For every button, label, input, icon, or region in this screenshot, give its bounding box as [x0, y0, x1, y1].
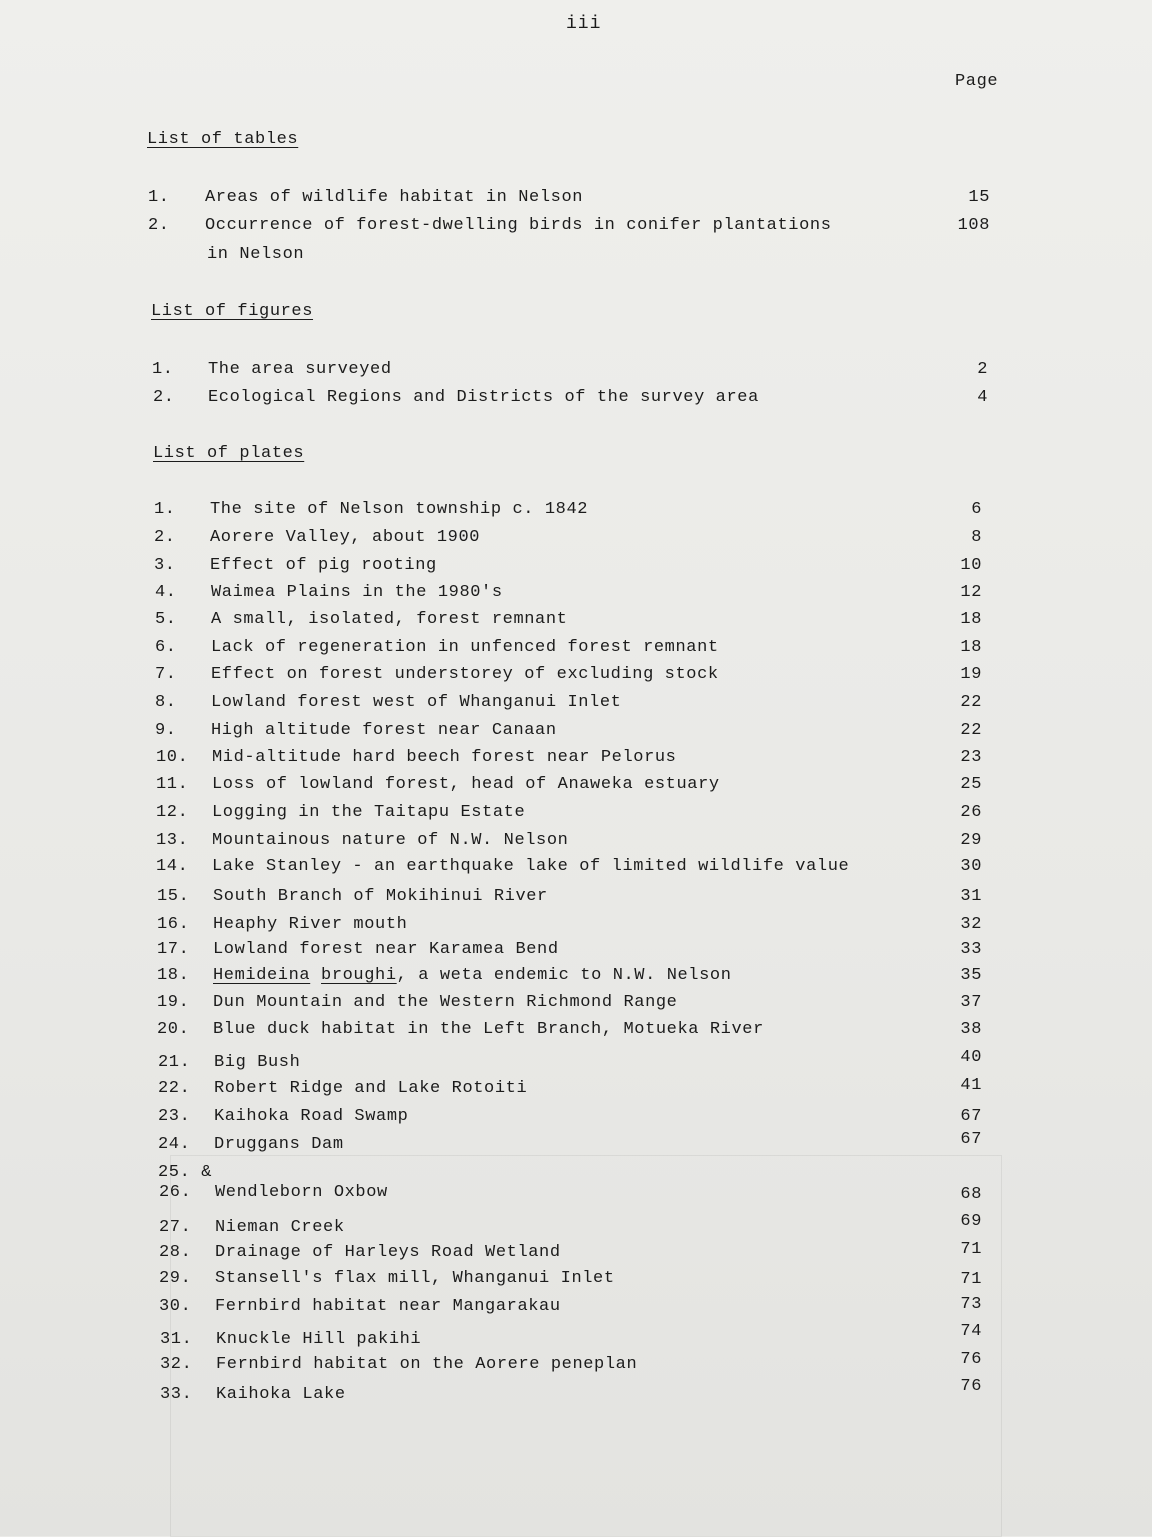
- entry-page: 31: [960, 887, 982, 906]
- plate-entry: [155, 665, 985, 687]
- entry-number: 27.: [159, 1218, 192, 1237]
- entry-page: 15: [968, 188, 990, 207]
- page-number: iii: [566, 14, 602, 34]
- entry-number: 24.: [158, 1135, 191, 1154]
- entry-page: 67: [960, 1130, 982, 1149]
- entry-title: Robert Ridge and Lake Rotoiti: [214, 1079, 528, 1098]
- entry-title: Loss of lowland forest, head of Anaweka estuary: [212, 775, 720, 794]
- entry-page: 41: [960, 1076, 982, 1095]
- plate-entry: [156, 803, 986, 825]
- plate-entry: [157, 1020, 987, 1042]
- entry-page: 74: [960, 1322, 982, 1341]
- entry-page: 40: [960, 1048, 982, 1067]
- plate-entry: [158, 1107, 988, 1129]
- entry-title: Fernbird habitat on the Aorere peneplan: [216, 1355, 638, 1374]
- entry-title: The site of Nelson township c. 1842: [210, 500, 589, 519]
- plate-entry: [160, 1385, 990, 1407]
- plate-entry: [158, 1135, 988, 1157]
- entry-number: 26.: [159, 1183, 192, 1202]
- entry-title: South Branch of Mokihinui River: [213, 887, 548, 906]
- entry-number: 3.: [154, 556, 176, 575]
- entry-page: 30: [960, 857, 982, 876]
- plate-entry: [154, 528, 984, 550]
- entry-page: 22: [960, 721, 982, 740]
- entry-title: Drainage of Harleys Road Wetland: [215, 1243, 561, 1262]
- plate-entry: [157, 966, 987, 988]
- table-entry: [148, 188, 990, 210]
- entry-page: 69: [960, 1212, 982, 1231]
- entry-page: 67: [960, 1107, 982, 1126]
- entry-number: 8.: [155, 693, 177, 712]
- entry-number: 13.: [156, 831, 189, 850]
- plate-entry: [157, 993, 987, 1015]
- entry-title: Knuckle Hill pakihi: [216, 1330, 422, 1349]
- entry-title: Logging in the Taitapu Estate: [212, 803, 526, 822]
- entry-title: Mountainous nature of N.W. Nelson: [212, 831, 569, 850]
- tables-heading: List of tables: [147, 130, 299, 149]
- entry-page: 6: [971, 500, 982, 519]
- entry-number: 1.: [152, 360, 174, 379]
- entry-title: Kaihoka Road Swamp: [214, 1107, 409, 1126]
- entry-title-species: broughi: [321, 966, 397, 985]
- entry-title: [213, 966, 732, 986]
- plate-entry: [159, 1297, 989, 1319]
- plate-entry: [158, 1163, 988, 1185]
- plate-entry: [157, 940, 987, 962]
- entry-page: 12: [960, 583, 982, 602]
- entry-title: Heaphy River mouth: [213, 915, 408, 934]
- entry-number: 30.: [159, 1297, 192, 1316]
- entry-page: 8: [971, 528, 982, 547]
- entry-page: 10: [960, 556, 982, 575]
- plate-entry: [154, 556, 984, 578]
- plate-entry: [158, 1053, 988, 1075]
- plate-entry: [156, 831, 986, 853]
- entry-page: 18: [960, 638, 982, 657]
- entry-page: 38: [960, 1020, 982, 1039]
- entry-page: 26: [960, 803, 982, 822]
- plate-entry: [156, 748, 986, 770]
- table-entry: [148, 216, 990, 238]
- entry-number: 19.: [157, 993, 190, 1012]
- entry-number: 10.: [156, 748, 189, 767]
- entry-number: 6.: [155, 638, 177, 657]
- entry-number: 20.: [157, 1020, 190, 1039]
- entry-title-continuation: in Nelson: [207, 245, 305, 264]
- entry-number: 25. &: [158, 1163, 213, 1182]
- plate-entry: [154, 500, 984, 522]
- entry-page: 23: [960, 748, 982, 767]
- entry-number: 2.: [154, 528, 176, 547]
- plate-entry: [159, 1269, 989, 1291]
- plate-entry: [155, 721, 985, 743]
- entry-number: 7.: [155, 665, 177, 684]
- entry-title: Aorere Valley, about 1900: [210, 528, 481, 547]
- plates-heading: List of plates: [153, 444, 305, 463]
- entry-page: 19: [960, 665, 982, 684]
- entry-number: 21.: [158, 1053, 191, 1072]
- entry-title: A small, isolated, forest remnant: [211, 610, 568, 629]
- plate-entry: [155, 638, 985, 660]
- entry-number: 23.: [158, 1107, 191, 1126]
- entry-page: 73: [960, 1295, 982, 1314]
- entry-title: Lowland forest west of Whanganui Inlet: [211, 693, 622, 712]
- entry-page: 29: [960, 831, 982, 850]
- plate-entry: [156, 857, 986, 879]
- plate-entry: [159, 1243, 989, 1265]
- entry-title: The area surveyed: [208, 360, 392, 379]
- entry-page: 25: [960, 775, 982, 794]
- entry-title: Wendleborn Oxbow: [215, 1183, 388, 1202]
- entry-number: 29.: [159, 1269, 192, 1288]
- entry-page: 76: [960, 1377, 982, 1396]
- entry-number: 33.: [160, 1385, 193, 1404]
- entry-number: 2.: [153, 388, 175, 407]
- entry-page: 35: [960, 966, 982, 985]
- entry-title-genus: Hemideina: [213, 966, 311, 985]
- entry-number: 17.: [157, 940, 190, 959]
- entry-title: Waimea Plains in the 1980's: [211, 583, 503, 602]
- entry-title: Occurrence of forest-dwelling birds in conifer plantations: [205, 216, 832, 235]
- entry-title: Dun Mountain and the Western Richmond Range: [213, 993, 678, 1012]
- plate-entry: [156, 775, 986, 797]
- plate-entry: [157, 915, 987, 937]
- entry-title: Stansell's flax mill, Whanganui Inlet: [215, 1269, 615, 1288]
- entry-page: 33: [960, 940, 982, 959]
- entry-page: 71: [960, 1240, 982, 1259]
- entry-page: 68: [960, 1185, 982, 1204]
- entry-number: 11.: [156, 775, 189, 794]
- entry-title: Effect of pig rooting: [210, 556, 437, 575]
- entry-title: Blue duck habitat in the Left Branch, Motueka River: [213, 1020, 764, 1039]
- entry-page: 37: [960, 993, 982, 1012]
- plate-entry: [157, 887, 987, 909]
- entry-title: Ecological Regions and Districts of the survey area: [208, 388, 759, 407]
- entry-title: Big Bush: [214, 1053, 301, 1072]
- entry-number: 1.: [148, 188, 170, 207]
- entry-number: 18.: [157, 966, 190, 985]
- entry-page: 71: [960, 1270, 982, 1289]
- plate-entry: [159, 1183, 989, 1205]
- plate-entry: [159, 1218, 989, 1240]
- plate-entry: [160, 1355, 990, 1377]
- figure-entry: [152, 360, 988, 382]
- entry-number: 2.: [148, 216, 170, 235]
- entry-number: 1.: [154, 500, 176, 519]
- entry-page: 76: [960, 1350, 982, 1369]
- entry-title: Lowland forest near Karamea Bend: [213, 940, 559, 959]
- entry-title: Kaihoka Lake: [216, 1385, 346, 1404]
- entry-page: 2: [977, 360, 988, 379]
- entry-number: 15.: [157, 887, 190, 906]
- entry-number: 12.: [156, 803, 189, 822]
- entry-number: 22.: [158, 1079, 191, 1098]
- entry-page: 4: [977, 388, 988, 407]
- entry-number: 28.: [159, 1243, 192, 1262]
- entry-page: 108: [957, 216, 990, 235]
- entry-title: High altitude forest near Canaan: [211, 721, 557, 740]
- plate-entry: [155, 693, 985, 715]
- entry-title: Fernbird habitat near Mangarakau: [215, 1297, 561, 1316]
- plate-entry: [155, 610, 985, 632]
- entry-page: 32: [960, 915, 982, 934]
- entry-number: 9.: [155, 721, 177, 740]
- entry-title: Areas of wildlife habitat in Nelson: [205, 188, 584, 207]
- figure-entry: [153, 388, 988, 410]
- entry-page: 22: [960, 693, 982, 712]
- entry-number: 16.: [157, 915, 190, 934]
- entry-page: 18: [960, 610, 982, 629]
- entry-title: Effect on forest understorey of excluding stock: [211, 665, 719, 684]
- entry-title: Lake Stanley - an earthquake lake of limited wildlife value: [212, 857, 850, 876]
- entry-title: Druggans Dam: [214, 1135, 344, 1154]
- entry-title: Lack of regeneration in unfenced forest remnant: [211, 638, 719, 657]
- entry-number: 14.: [156, 857, 189, 876]
- entry-number: 4.: [155, 583, 177, 602]
- entry-number: 5.: [155, 610, 177, 629]
- page-column-header: Page: [955, 72, 999, 91]
- entry-number: 31.: [160, 1330, 193, 1349]
- entry-title: Nieman Creek: [215, 1218, 345, 1237]
- figures-heading: List of figures: [151, 302, 314, 321]
- plate-entry: [160, 1330, 990, 1352]
- entry-number: 32.: [160, 1355, 193, 1374]
- plate-entry: [158, 1079, 988, 1101]
- plate-entry: [155, 583, 985, 605]
- entry-title: Mid-altitude hard beech forest near Pelorus: [212, 748, 677, 767]
- entry-title-rest: , a weta endemic to N.W. Nelson: [396, 966, 732, 985]
